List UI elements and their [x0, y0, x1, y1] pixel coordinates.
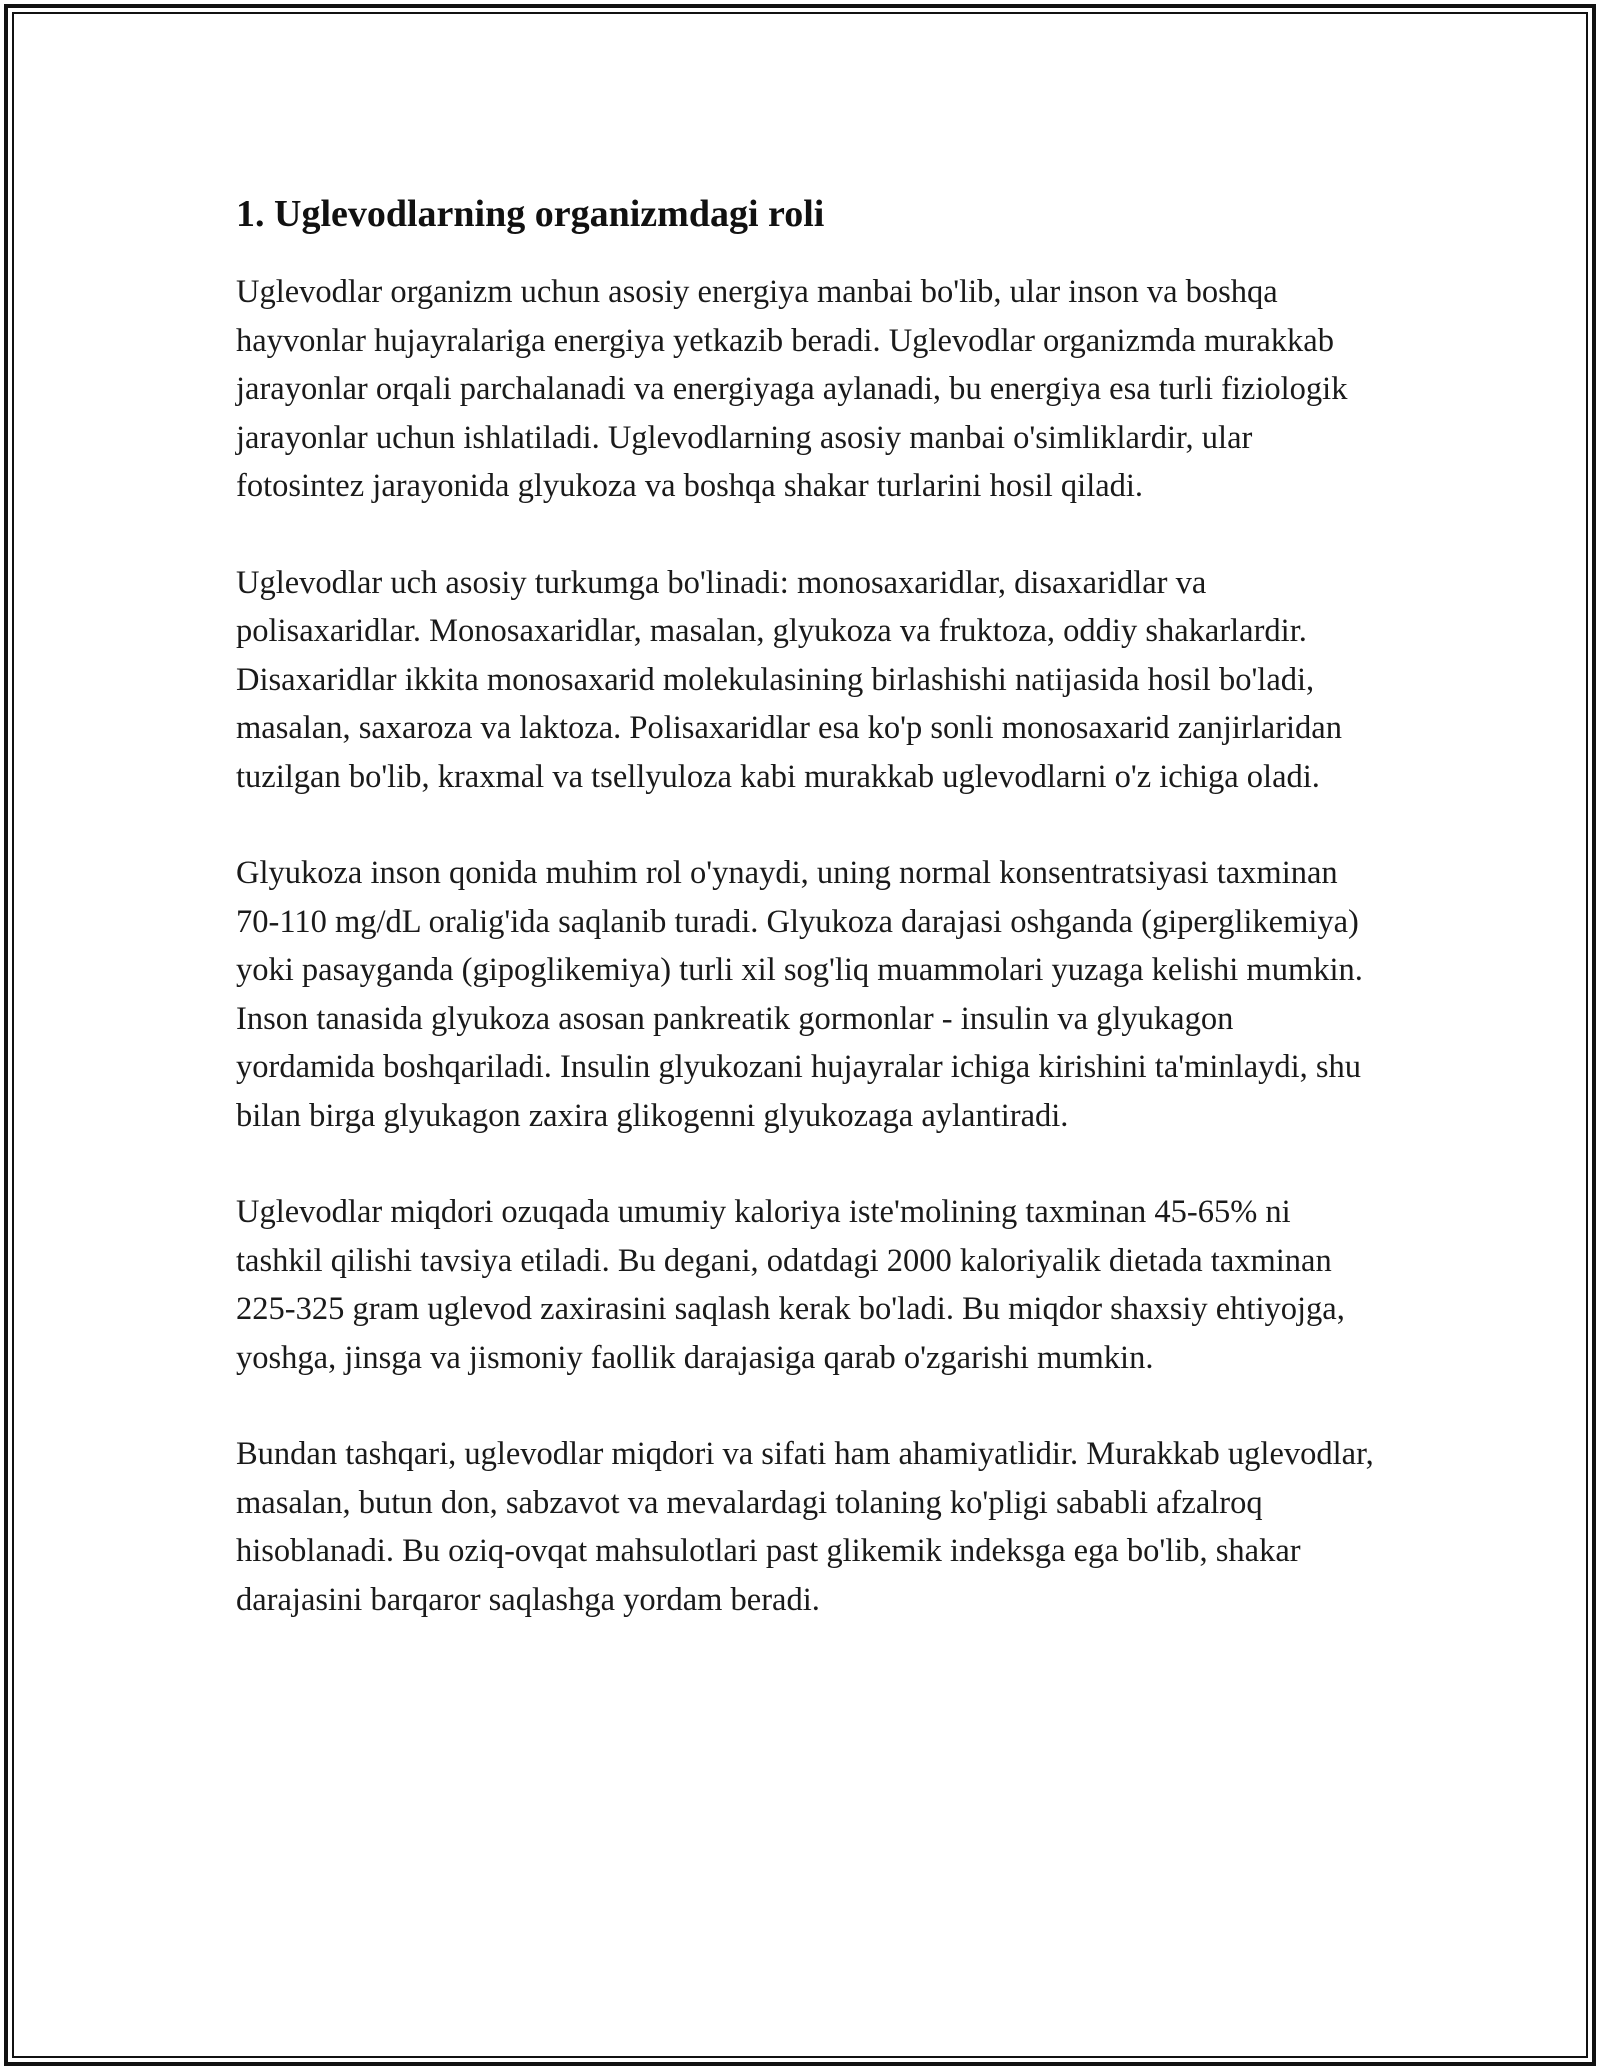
paragraph-3: Glyukoza inson qonida muhim rol o'ynaydi, uning normal konsentratsiyasi taxminan 70-110 mg/dL oralig'ida saqlanib turadi. Glyukoza darajasi oshganda (giperglikemiya) yoki pasayganda (gipoglikemiya) turli xil sog'liq muammolari yuzaga kelishi mumkin. Inson tanasida glyukoza asosan pankreatik gormonlar - insulin va glyukagon yordamida boshqariladi. Insulin glyukozani hujayralar ichiga kirishini ta'minlaydi, shu bilan birga glyukagon zaxira glikogenni glyukozaga aylantiradi.: [236, 855, 1363, 1134]
paragraph-5: Bundan tashqari, uglevodlar miqdori va sifati ham ahamiyatlidir. Murakkab uglevodlar, masalan, butun don, sabzavot va mevalardagi tolaning ko'pligi sababli afzalroq hisoblanadi. Bu oziq-ovqat mahsulotlari past glikemik indeksga ega bo'lib, shakar darajasini barqaror saqlashga yordam beradi.: [236, 1436, 1374, 1618]
paragraph-4: Uglevodlar miqdori ozuqada umumiy kaloriya iste'molining taxminan 45-65% ni tashkil qilishi tavsiya etiladi. Bu degani, odatdagi 2000 kaloriyalik dietada taxminan 225-325 gram uglevod zaxirasini saqlash kerak bo'ladi. Bu miqdor shaxsiy ehtiyojga, yoshga, jinsga va jismoniy faollik darajasiga qarab o'zgarishi mumkin.: [236, 1194, 1345, 1376]
paragraph-1: Uglevodlar organizm uchun asosiy energiya manbai bo'lib, ular inson va boshqa hayvonlar hujayralariga energiya yetkazib beradi. Uglevodlar organizmda murakkab jarayonlar orqali parchalanadi va energiyaga aylanadi, bu energiya esa turli fiziologik jarayonlar uchun ishlatiladi. Uglevodlarning asosiy manbai o'simliklardir, ular fotosintez jarayonida glyukoza va boshqa shakar turlarini hosil qiladi.: [236, 274, 1348, 504]
paragraph-2: Uglevodlar uch asosiy turkumga bo'linadi: monosaxaridlar, disaxaridlar va polisaxaridlar. Monosaxaridlar, masalan, glyukoza va fruktoza, oddiy shakarlardir. Disaxaridlar ikkita monosaxarid molekulasining birlashishi natijasida hosil bo'ladi, masalan, saxaroza va laktoza. Polisaxaridlar esa ko'p sonli monosaxarid zanjirlaridan tuzilgan bo'lib, kraxmal va tsellyuloza kabi murakkab uglevodlarni o'z ichiga oladi.: [236, 564, 1342, 795]
document-body: [236, 186, 1376, 1672]
section-heading: 1. Uglevodlarning organizmdagi roli: [236, 193, 825, 235]
